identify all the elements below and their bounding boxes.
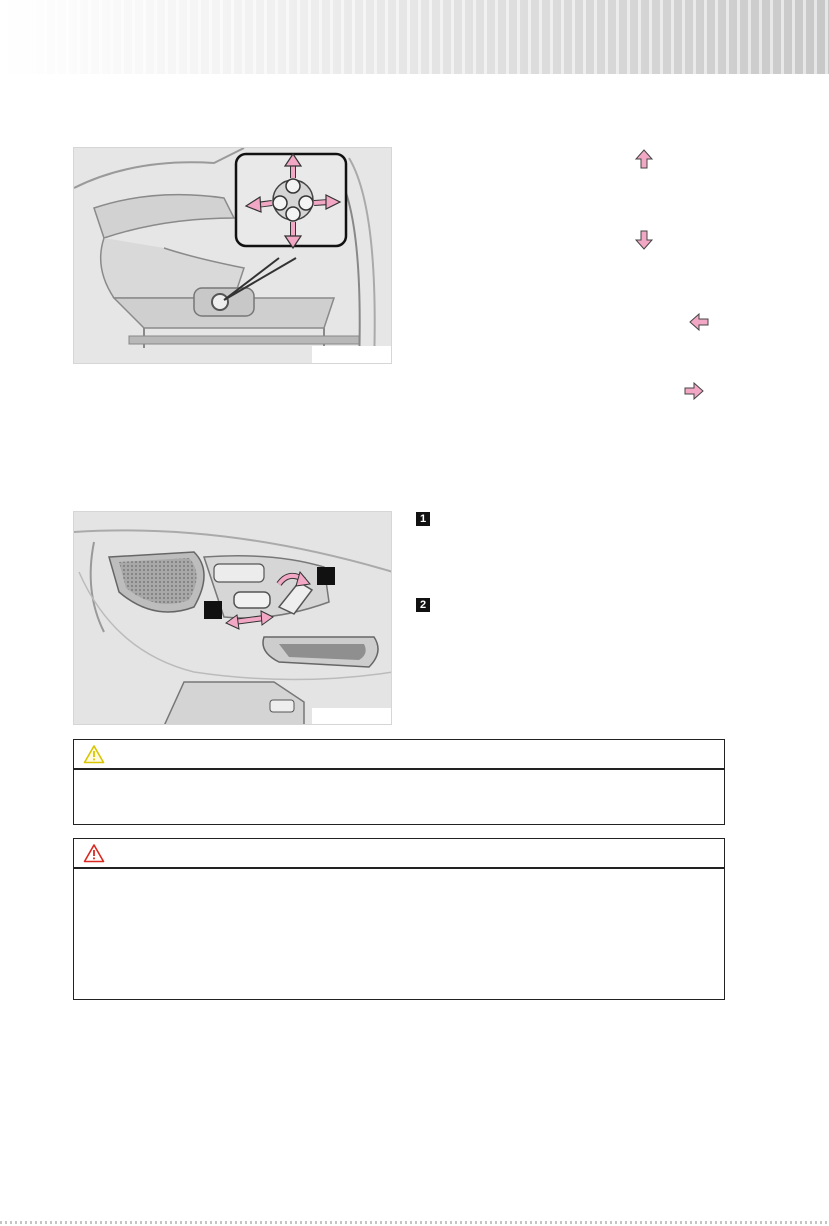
caution-notice-header	[74, 740, 724, 770]
arrow-left-icon	[688, 311, 710, 333]
warning-notice-header	[74, 839, 724, 869]
seat-switch-figure	[73, 147, 392, 364]
arrow-right-icon	[683, 380, 705, 402]
header-band	[0, 0, 829, 74]
caution-notice	[73, 739, 725, 825]
arrow-down-icon	[633, 229, 655, 251]
caution-triangle-icon	[83, 744, 105, 764]
step-marker-1: 1	[416, 512, 430, 526]
step-marker-2: 2	[416, 598, 430, 612]
arrow-up-icon	[633, 148, 655, 170]
callout-box-1	[317, 567, 335, 585]
warning-notice	[73, 838, 725, 1000]
door-switch-illustration	[74, 512, 392, 725]
seat-switch-illustration	[74, 148, 392, 364]
warning-triangle-icon	[83, 843, 105, 863]
page-bottom-rule	[0, 1221, 829, 1224]
door-switch-figure	[73, 511, 392, 725]
callout-box-2	[204, 601, 222, 619]
